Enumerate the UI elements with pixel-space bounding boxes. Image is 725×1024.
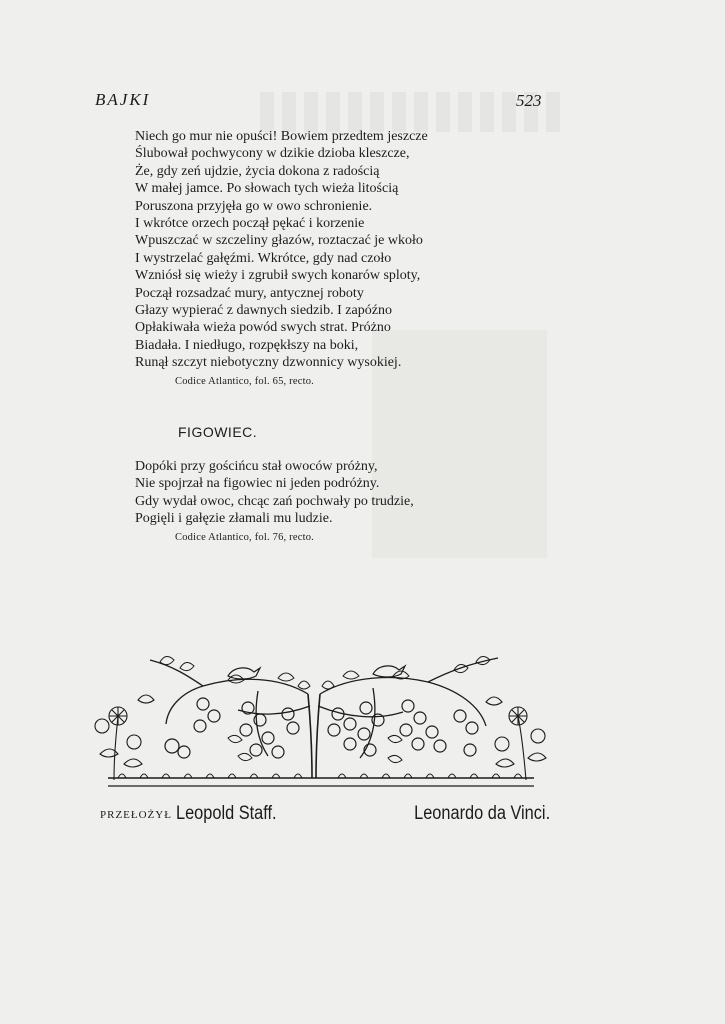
translator-label: PRZEŁOŻYŁ: [100, 809, 172, 821]
verse-line: Wpuszczać w szczeliny głazów, roztaczać je wkoło: [135, 233, 423, 249]
author-name: Leonardo da Vinci.: [414, 803, 550, 824]
verse-line: Runął szczyt niebotyczny dzwonnicy wysokiej.: [135, 355, 402, 371]
fable-2-title: FIGOWIEC.: [178, 424, 258, 440]
show-through-text: [260, 92, 560, 132]
verse-line: Gdy wydał owoc, chcąc zań pochwały po trudzie,: [135, 493, 414, 509]
fable-1-verse: [135, 128, 428, 372]
verse-line: Opłakiwała wieża powód swych strat. Próżno: [135, 320, 391, 336]
credits-line: [100, 803, 550, 827]
verse-line: Biadała. I niedługo, rozpękłszy na boki,: [135, 337, 359, 353]
verse-line: I wystrzelać gałęźmi. Wkrótce, gdy nad czoło: [135, 250, 392, 266]
running-head: BAJKI: [95, 90, 151, 109]
verse-line: W małej jamce. Po słowach tych wieża litością: [135, 181, 399, 197]
floral-vignette-icon: [88, 646, 554, 796]
fable-1-citation: Codice Atlantico, fol. 65, recto.: [175, 376, 314, 387]
fable-2-citation: Codice Atlantico, fol. 76, recto.: [175, 532, 314, 543]
verse-line: I wkrótce orzech począł pękać i korzenie: [135, 216, 365, 232]
verse-line: Niech go mur nie opuści! Bowiem przedtem jeszcze: [135, 129, 428, 144]
verse-line: Pogięli i gałęzie złamali mu ludzie.: [135, 511, 333, 527]
page-number: 523: [516, 91, 542, 110]
verse-line: Dopóki przy gościńcu stał owoców próżny,: [135, 459, 378, 474]
verse-line: Głazy wypierać z dawnych siedzib. I zapóźno: [135, 303, 392, 319]
verse-line: Wzniósł się wieży i zgrubił swych konarów sploty,: [135, 268, 421, 284]
verse-line: Ślubował pochwycony w dzikie dzioba kleszcze,: [135, 146, 410, 162]
translator-name: Leopold Staff.: [176, 803, 277, 824]
verse-line: Począł rozsadzać mury, antycznej roboty: [135, 285, 364, 301]
verse-line: Poruszona przyjęła go w owo schronienie.: [135, 198, 373, 214]
verse-line: Że, gdy zeń ujdzie, życia dokona z radością: [135, 163, 380, 179]
verse-line: Nie spojrzał na figowiec ni jeden podróżny.: [135, 476, 380, 492]
fable-2-verse: [135, 458, 414, 528]
